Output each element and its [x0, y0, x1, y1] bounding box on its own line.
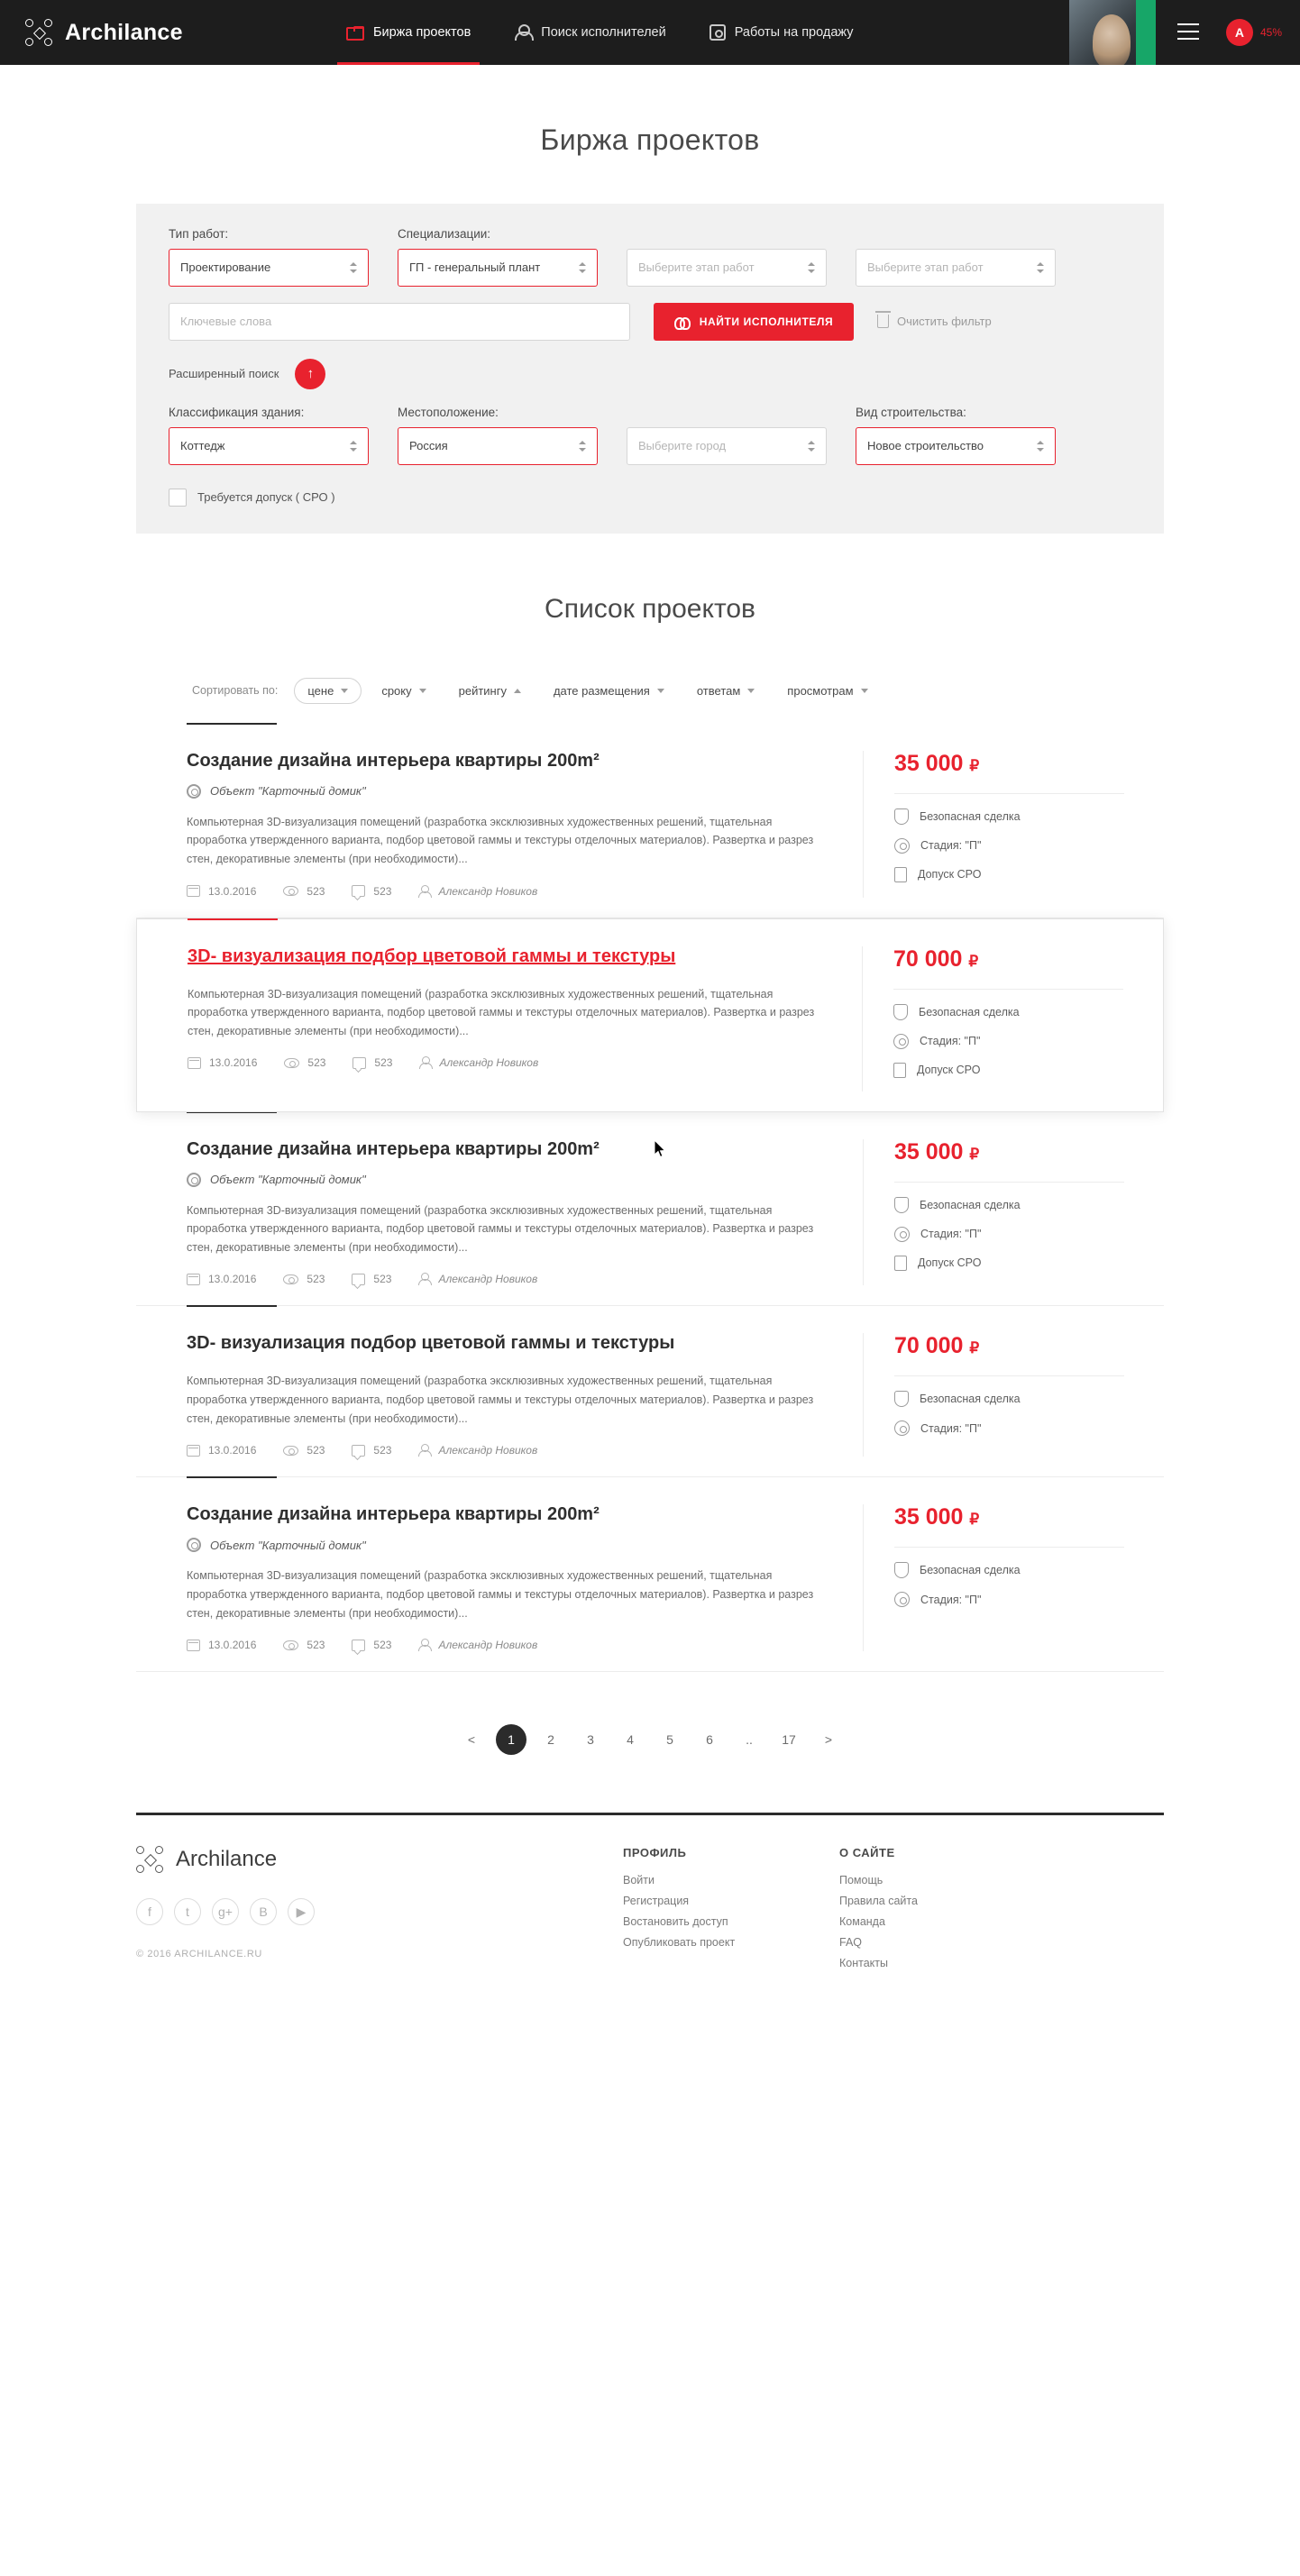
meta-author [418, 885, 537, 898]
eye-icon [284, 1058, 299, 1068]
building-class-value: Коттедж [180, 439, 225, 453]
project-title[interactable]: Создание дизайна интерьера квартиры 200m² [187, 750, 600, 771]
clear-filter-label: Очистить фильтр [897, 315, 992, 329]
meta-date [187, 1639, 256, 1651]
project-price [894, 1333, 1124, 1359]
meta-author [418, 1639, 537, 1651]
chevron-updown-icon [579, 261, 588, 274]
project-description: Компьютерная 3D-визуализация помещений (разработка эксклюзивных художественных решений, тщательная проработка утвержденного варианта, подбор цветовой гаммы и текстуры отделочных материалов). Развертка и разрез стен, декоративные элементы (при необходимости)... [187, 1569, 814, 1620]
document-icon [893, 1063, 906, 1078]
footer-link-help[interactable]: Помощь [839, 1874, 883, 1887]
project-card[interactable] [136, 1112, 1164, 1307]
meta-comments [352, 1639, 391, 1651]
logo-icon [136, 1846, 163, 1873]
pagination-page-6[interactable]: 6 [706, 1732, 713, 1748]
sort-option-label: рейтингу [458, 683, 507, 698]
badge-stage [894, 1420, 1124, 1436]
keywords-placeholder: Ключевые слова [180, 315, 272, 329]
work-type-value: Проектирование [180, 260, 271, 275]
footer-link-team[interactable]: Команда [839, 1915, 885, 1929]
card-main [187, 751, 863, 898]
price-value: 35 000 [894, 750, 964, 776]
google-plus-icon[interactable]: g+ [212, 1898, 239, 1925]
nav-label-works-for-sale: Работы на продажу [734, 25, 854, 40]
city-value: Выберите город [638, 439, 727, 453]
main-nav [325, 0, 875, 65]
sort-option-rating[interactable] [446, 679, 534, 703]
badge-label: Стадия: "П" [920, 1421, 982, 1435]
location-value: Россия [409, 439, 448, 453]
footer-link-rules[interactable]: Правила сайта [839, 1895, 918, 1908]
field-stage-1 [627, 249, 827, 287]
meta-comments-value: 523 [373, 884, 392, 898]
meta-comments [352, 1056, 392, 1069]
divider [894, 1182, 1124, 1183]
footer-link-publish[interactable]: Опубликовать проект [623, 1936, 736, 1950]
field-work-type [169, 227, 369, 287]
project-description: Компьютерная 3D-визуализация помещений (разработка эксклюзивных художественных решений, тщательная проработка утвержденного варианта, подбор цветовой гаммы и текстуры отделочных материалов). Развертка и разрез стен, декоративные элементы (при необходимости)... [187, 1375, 814, 1425]
vk-icon[interactable]: B [250, 1898, 277, 1925]
price-value: 35 000 [894, 1504, 964, 1530]
stage-1-select[interactable] [627, 249, 827, 287]
badge-safe-deal [894, 1391, 1124, 1407]
card-side [863, 1504, 1124, 1651]
brand-name: Archilance [65, 19, 183, 45]
meta-views [283, 1444, 325, 1457]
building-class-select[interactable] [169, 427, 369, 465]
comment-icon [352, 1445, 365, 1457]
content-inner [136, 84, 1164, 1813]
project-card[interactable] [136, 1306, 1164, 1477]
footer-brand-name: Archilance [176, 1847, 278, 1872]
project-title[interactable]: Создание дизайна интерьера квартиры 200m² [187, 1138, 600, 1159]
copyright: © 2016 ARCHILANCE.RU [136, 1949, 262, 1960]
meta-author [419, 1056, 538, 1069]
sro-checkbox-label: Требуется допуск ( СРО ) [197, 490, 335, 505]
meta-views [283, 885, 325, 898]
meta-author-value: Александр Новиков [438, 1444, 538, 1457]
project-object-row [187, 1538, 836, 1552]
pagination-next[interactable]: > [824, 1732, 833, 1748]
shield-icon [894, 1197, 909, 1213]
nav-item-works-for-sale[interactable] [688, 0, 875, 65]
meta-views [283, 1639, 325, 1651]
calendar-icon [187, 885, 200, 897]
main-content [0, 84, 1300, 2014]
meta-comments-value: 523 [373, 1444, 392, 1457]
sort-label: Сортировать по: [192, 684, 279, 698]
project-price [894, 751, 1124, 777]
currency-symbol: ₽ [969, 1339, 980, 1357]
pagination-prev[interactable]: < [467, 1732, 476, 1748]
construction-type-select[interactable] [856, 427, 1056, 465]
nav-label-projects: Биржа проектов [373, 25, 471, 40]
badge-safe-deal [894, 808, 1124, 825]
label-building-class: Классификация здания: [169, 405, 305, 419]
arrow-up-icon: ↑ [307, 366, 315, 382]
meta-date [187, 885, 256, 898]
footer-inner [136, 1815, 1164, 2014]
card-side [863, 751, 1124, 898]
social-links [136, 1898, 623, 1925]
profile-completion-percent: 45% [1259, 26, 1282, 39]
meta-date-value: 13.0.2016 [208, 1639, 257, 1652]
pagination-ellipsis: .. [746, 1732, 753, 1748]
user-icon [418, 1444, 430, 1457]
meta-date [187, 1444, 256, 1457]
sort-option-label: ответам [696, 683, 741, 698]
sort-option-term[interactable] [369, 679, 438, 703]
project-card[interactable] [136, 724, 1164, 918]
shield-icon [894, 808, 909, 825]
badge-label: Безопасная сделка [920, 1564, 1021, 1577]
field-specialization [398, 227, 598, 287]
project-object: Объект "Карточный домик" [210, 1538, 366, 1552]
stage-2-value: Выберите этап работ [867, 260, 984, 275]
field-building-class [169, 406, 369, 465]
meta-date-value: 13.0.2016 [208, 884, 257, 898]
avatar[interactable] [1069, 0, 1156, 65]
person-search-icon [514, 24, 532, 41]
chevron-down-icon [747, 689, 755, 693]
document-icon [894, 1256, 907, 1271]
gear-icon [187, 1538, 201, 1552]
badge-label: Допуск СРО [918, 1256, 982, 1270]
advanced-search-toggle[interactable] [295, 359, 325, 389]
price-value: 70 000 [894, 1333, 964, 1359]
meta-date-value: 13.0.2016 [208, 1273, 257, 1286]
field-stage-2 [856, 249, 1056, 287]
currency-symbol: ₽ [968, 952, 979, 970]
pagination-page-3[interactable]: 3 [587, 1732, 594, 1748]
sro-checkbox[interactable] [169, 489, 187, 507]
sort-option-date[interactable] [541, 679, 677, 703]
pagination-page-5[interactable]: 5 [666, 1732, 673, 1748]
card-main [187, 1333, 863, 1457]
project-title[interactable]: 3D- визуализация подбор цветовой гаммы и текстуры [188, 945, 676, 966]
keywords-input[interactable] [169, 303, 630, 341]
filters-row-2 [169, 303, 1131, 341]
project-card[interactable] [136, 1477, 1164, 1672]
stage-icon [894, 1592, 910, 1607]
shield-icon [894, 1391, 909, 1407]
advanced-search-label: Расширенный поиск [169, 367, 279, 381]
badge-label: Безопасная сделка [920, 809, 1021, 823]
chevron-updown-icon [350, 440, 359, 452]
logo-icon [25, 19, 52, 46]
sort-option-price[interactable] [294, 678, 362, 704]
badge-label: Стадия: "П" [920, 1593, 982, 1606]
project-object: Объект "Карточный домик" [210, 1173, 366, 1187]
footer-link-faq[interactable]: FAQ [839, 1936, 863, 1950]
document-icon [894, 867, 907, 882]
card-main [187, 1139, 863, 1286]
sort-option-views[interactable] [774, 679, 880, 703]
divider [894, 1375, 1124, 1376]
meta-comments-value: 523 [373, 1639, 392, 1652]
eye-icon [283, 1274, 298, 1284]
specialization-value: ГП - генеральный плант [409, 260, 541, 275]
field-city [627, 427, 827, 465]
price-value: 35 000 [894, 1138, 964, 1165]
user-badge[interactable] [1226, 0, 1282, 65]
label-construction-type: Вид строительства: [856, 405, 966, 419]
project-object: Объект "Карточный домик" [210, 784, 366, 799]
card-marker [187, 1476, 277, 1478]
stage-icon [894, 838, 910, 854]
find-performer-label: НАЙТИ ИСПОЛНИТЕЛЯ [699, 315, 834, 328]
sort-option-label: цене [307, 683, 334, 698]
card-main [187, 1504, 863, 1651]
footer-heading-about: О САЙТЕ [839, 1846, 895, 1860]
meta-views-value: 523 [307, 1273, 325, 1286]
project-price [894, 1139, 1124, 1165]
meta-comments [352, 1444, 391, 1457]
chevron-down-icon [861, 689, 868, 693]
chevron-updown-icon [808, 440, 817, 452]
sort-option-label: дате размещения [553, 683, 650, 698]
pagination-page-4[interactable]: 4 [627, 1732, 634, 1748]
chevron-updown-icon [579, 440, 588, 452]
badge-sro [894, 867, 1124, 882]
card-side [863, 1139, 1124, 1286]
gear-icon [187, 1173, 201, 1187]
meta-date-value: 13.0.2016 [209, 1056, 258, 1070]
meta-comments-value: 523 [374, 1056, 393, 1070]
meta-views-value: 523 [307, 1056, 326, 1070]
badge-sro [894, 1256, 1124, 1271]
pagination-page-2[interactable]: 2 [547, 1732, 554, 1748]
footer-link-register[interactable]: Регистрация [623, 1895, 690, 1908]
city-select[interactable] [627, 427, 827, 465]
chevron-updown-icon [808, 261, 817, 274]
meta-views-value: 523 [307, 1639, 325, 1652]
project-meta-row [187, 885, 836, 898]
card-side [863, 1333, 1124, 1457]
eye-icon [283, 886, 298, 896]
filters-row-1 [169, 227, 1131, 287]
footer-link-restore[interactable]: Востановить доступ [623, 1915, 728, 1929]
badge-stage [894, 1227, 1124, 1242]
stage-2-select[interactable] [856, 249, 1056, 287]
meta-date [187, 1273, 256, 1285]
calendar-icon [187, 1640, 200, 1651]
card-marker [187, 1305, 277, 1307]
meta-comments [352, 1273, 391, 1285]
footer-column-profile [623, 1846, 839, 1978]
label-specialization: Специализации: [398, 226, 491, 241]
facebook-icon[interactable]: f [136, 1898, 163, 1925]
list-title: Список проектов [545, 593, 755, 624]
divider [893, 989, 1123, 990]
eye-icon [283, 1640, 298, 1650]
menu-icon[interactable] [1177, 23, 1199, 45]
meta-author [418, 1444, 537, 1457]
badge-label: Безопасная сделка [919, 1005, 1020, 1019]
meta-author-value: Александр Новиков [439, 1056, 539, 1070]
meta-comments [352, 885, 391, 898]
chevron-up-icon [514, 689, 521, 693]
currency-symbol: ₽ [969, 756, 980, 774]
meta-views [284, 1056, 325, 1069]
badge-stage [894, 838, 1124, 854]
project-meta-row [188, 1056, 835, 1069]
label-location: Местоположение: [398, 405, 499, 419]
price-value: 70 000 [893, 945, 963, 972]
brand-logo[interactable] [0, 19, 270, 46]
currency-symbol: ₽ [969, 1145, 980, 1163]
gear-icon [187, 784, 201, 799]
nav-label-performers: Поиск исполнителей [541, 25, 666, 40]
card-main [188, 946, 862, 1092]
comment-icon [352, 885, 365, 897]
footer-link-login[interactable]: Войти [623, 1874, 655, 1887]
eye-icon [283, 1446, 298, 1456]
meta-author-value: Александр Новиков [438, 1273, 538, 1286]
badge-sro [893, 1063, 1123, 1078]
badge-label: Безопасная сделка [920, 1198, 1021, 1211]
chevron-down-icon [419, 689, 426, 693]
stage-icon [893, 1034, 909, 1049]
filters-row-3 [169, 406, 1131, 465]
badge-label: Стадия: "П" [920, 1035, 981, 1048]
meta-comments-value: 523 [373, 1273, 392, 1286]
pagination-page-17[interactable]: 17 [782, 1732, 796, 1748]
footer-link-contacts[interactable]: Контакты [839, 1957, 888, 1970]
user-initial: A [1226, 19, 1253, 46]
briefcase-icon [346, 27, 364, 41]
advanced-search-row [169, 359, 1131, 389]
project-price [893, 946, 1123, 973]
meta-author-value: Александр Новиков [438, 884, 538, 898]
shield-icon [893, 1004, 908, 1020]
chevron-down-icon [341, 689, 348, 693]
sort-option-label: просмотрам [787, 683, 854, 698]
pagination-page-1[interactable]: 1 [496, 1724, 526, 1755]
filters-panel [136, 204, 1164, 534]
chevron-down-icon [657, 689, 664, 693]
project-card-highlighted[interactable] [136, 918, 1164, 1112]
clear-filter-button[interactable] [877, 315, 992, 328]
badge-safe-deal [894, 1197, 1124, 1213]
tag-icon [710, 24, 726, 41]
chevron-updown-icon [350, 261, 359, 274]
calendar-icon [187, 1445, 200, 1457]
shield-icon [894, 1562, 909, 1578]
meta-date-value: 13.0.2016 [208, 1444, 257, 1457]
nav-item-projects[interactable] [325, 0, 492, 65]
sort-option-answers[interactable] [684, 679, 767, 703]
project-description: Компьютерная 3D-визуализация помещений (разработка эксклюзивных художественных решений, тщательная проработка утвержденного варианта, подбор цветовой гаммы и текстуры отделочных материалов). Развертка и разрез стен, декоративные элементы (при необходимости)... [187, 815, 814, 865]
stage-icon [894, 1420, 910, 1436]
meta-views [283, 1273, 325, 1285]
badge-label: Допуск СРО [917, 1064, 981, 1077]
user-icon [418, 1273, 430, 1285]
footer-brand-column [136, 1846, 623, 1978]
card-side [862, 946, 1123, 1092]
meta-date [188, 1056, 257, 1069]
project-title[interactable]: 3D- визуализация подбор цветовой гаммы и текстуры [187, 1333, 675, 1354]
work-type-select[interactable] [169, 249, 369, 287]
label-work-type: Тип работ: [169, 226, 229, 241]
twitter-icon[interactable]: t [174, 1898, 201, 1925]
footer-column-about [839, 1846, 1056, 1978]
youtube-icon[interactable]: ▶ [288, 1898, 315, 1925]
chevron-updown-icon [1037, 440, 1046, 452]
badge-safe-deal [893, 1004, 1123, 1020]
project-object-row [187, 1173, 836, 1187]
meta-views-value: 523 [307, 1444, 325, 1457]
meta-author-value: Александр Новиков [438, 1639, 538, 1652]
project-meta-row [187, 1444, 836, 1457]
project-object-row [187, 784, 836, 799]
badge-stage [894, 1592, 1124, 1607]
meta-author [418, 1273, 537, 1285]
user-icon [418, 885, 430, 898]
footer-logo[interactable] [136, 1846, 623, 1873]
find-performer-button[interactable] [654, 303, 854, 341]
calendar-icon [187, 1274, 200, 1285]
project-title[interactable]: Создание дизайна интерьера квартиры 200m² [187, 1504, 600, 1525]
chevron-updown-icon [1037, 261, 1046, 274]
trash-icon [877, 315, 889, 328]
project-meta-row [187, 1273, 836, 1285]
construction-type-value: Новое строительство [867, 439, 984, 453]
comment-icon [352, 1057, 366, 1069]
card-marker-active [188, 918, 278, 920]
card-marker [187, 723, 277, 725]
sort-bar [136, 672, 1164, 724]
page-title: Биржа проектов [540, 123, 760, 157]
footer [0, 1815, 1300, 2014]
project-meta-row [187, 1639, 836, 1651]
currency-symbol: ₽ [969, 1511, 980, 1529]
stage-icon [894, 1227, 910, 1242]
nav-item-performers[interactable] [492, 0, 687, 65]
badge-label: Безопасная сделка [920, 1393, 1021, 1406]
project-description: Компьютерная 3D-визуализация помещений (разработка эксклюзивных художественных решений, тщательная проработка утвержденного варианта, подбор цветовой гаммы и текстуры отделочных материалов). Развертка и разрез стен, декоративные элементы (при необходимости)... [188, 987, 815, 1037]
pagination [136, 1672, 1164, 1813]
stage-1-value: Выберите этап работ [638, 260, 755, 275]
field-construction-type [856, 406, 1056, 465]
comment-icon [352, 1274, 365, 1285]
field-location [398, 406, 598, 465]
search-people-icon [674, 315, 691, 328]
footer-heading-profile: ПРОФИЛЬ [623, 1846, 687, 1860]
badge-label: Стадия: "П" [920, 1228, 982, 1241]
divider [894, 1547, 1124, 1548]
comment-icon [352, 1640, 365, 1651]
project-description: Компьютерная 3D-визуализация помещений (разработка эксклюзивных художественных решений, тщательная проработка утвержденного варианта, подбор цветовой гаммы и текстуры отделочных материалов). Развертка и разрез стен, декоративные элементы (при необходимости)... [187, 1203, 814, 1254]
calendar-icon [188, 1057, 201, 1069]
user-icon [419, 1056, 431, 1069]
project-price [894, 1504, 1124, 1530]
location-select[interactable] [398, 427, 598, 465]
top-navigation-bar [0, 0, 1300, 65]
user-icon [418, 1639, 430, 1651]
divider [894, 793, 1124, 794]
sro-checkbox-row [169, 489, 1131, 507]
badge-label: Стадия: "П" [920, 839, 982, 853]
meta-views-value: 523 [307, 884, 325, 898]
specialization-select[interactable] [398, 249, 598, 287]
badge-safe-deal [894, 1562, 1124, 1578]
badge-label: Допуск СРО [918, 868, 982, 882]
sort-option-label: сроку [381, 683, 412, 698]
badge-stage [893, 1034, 1123, 1049]
